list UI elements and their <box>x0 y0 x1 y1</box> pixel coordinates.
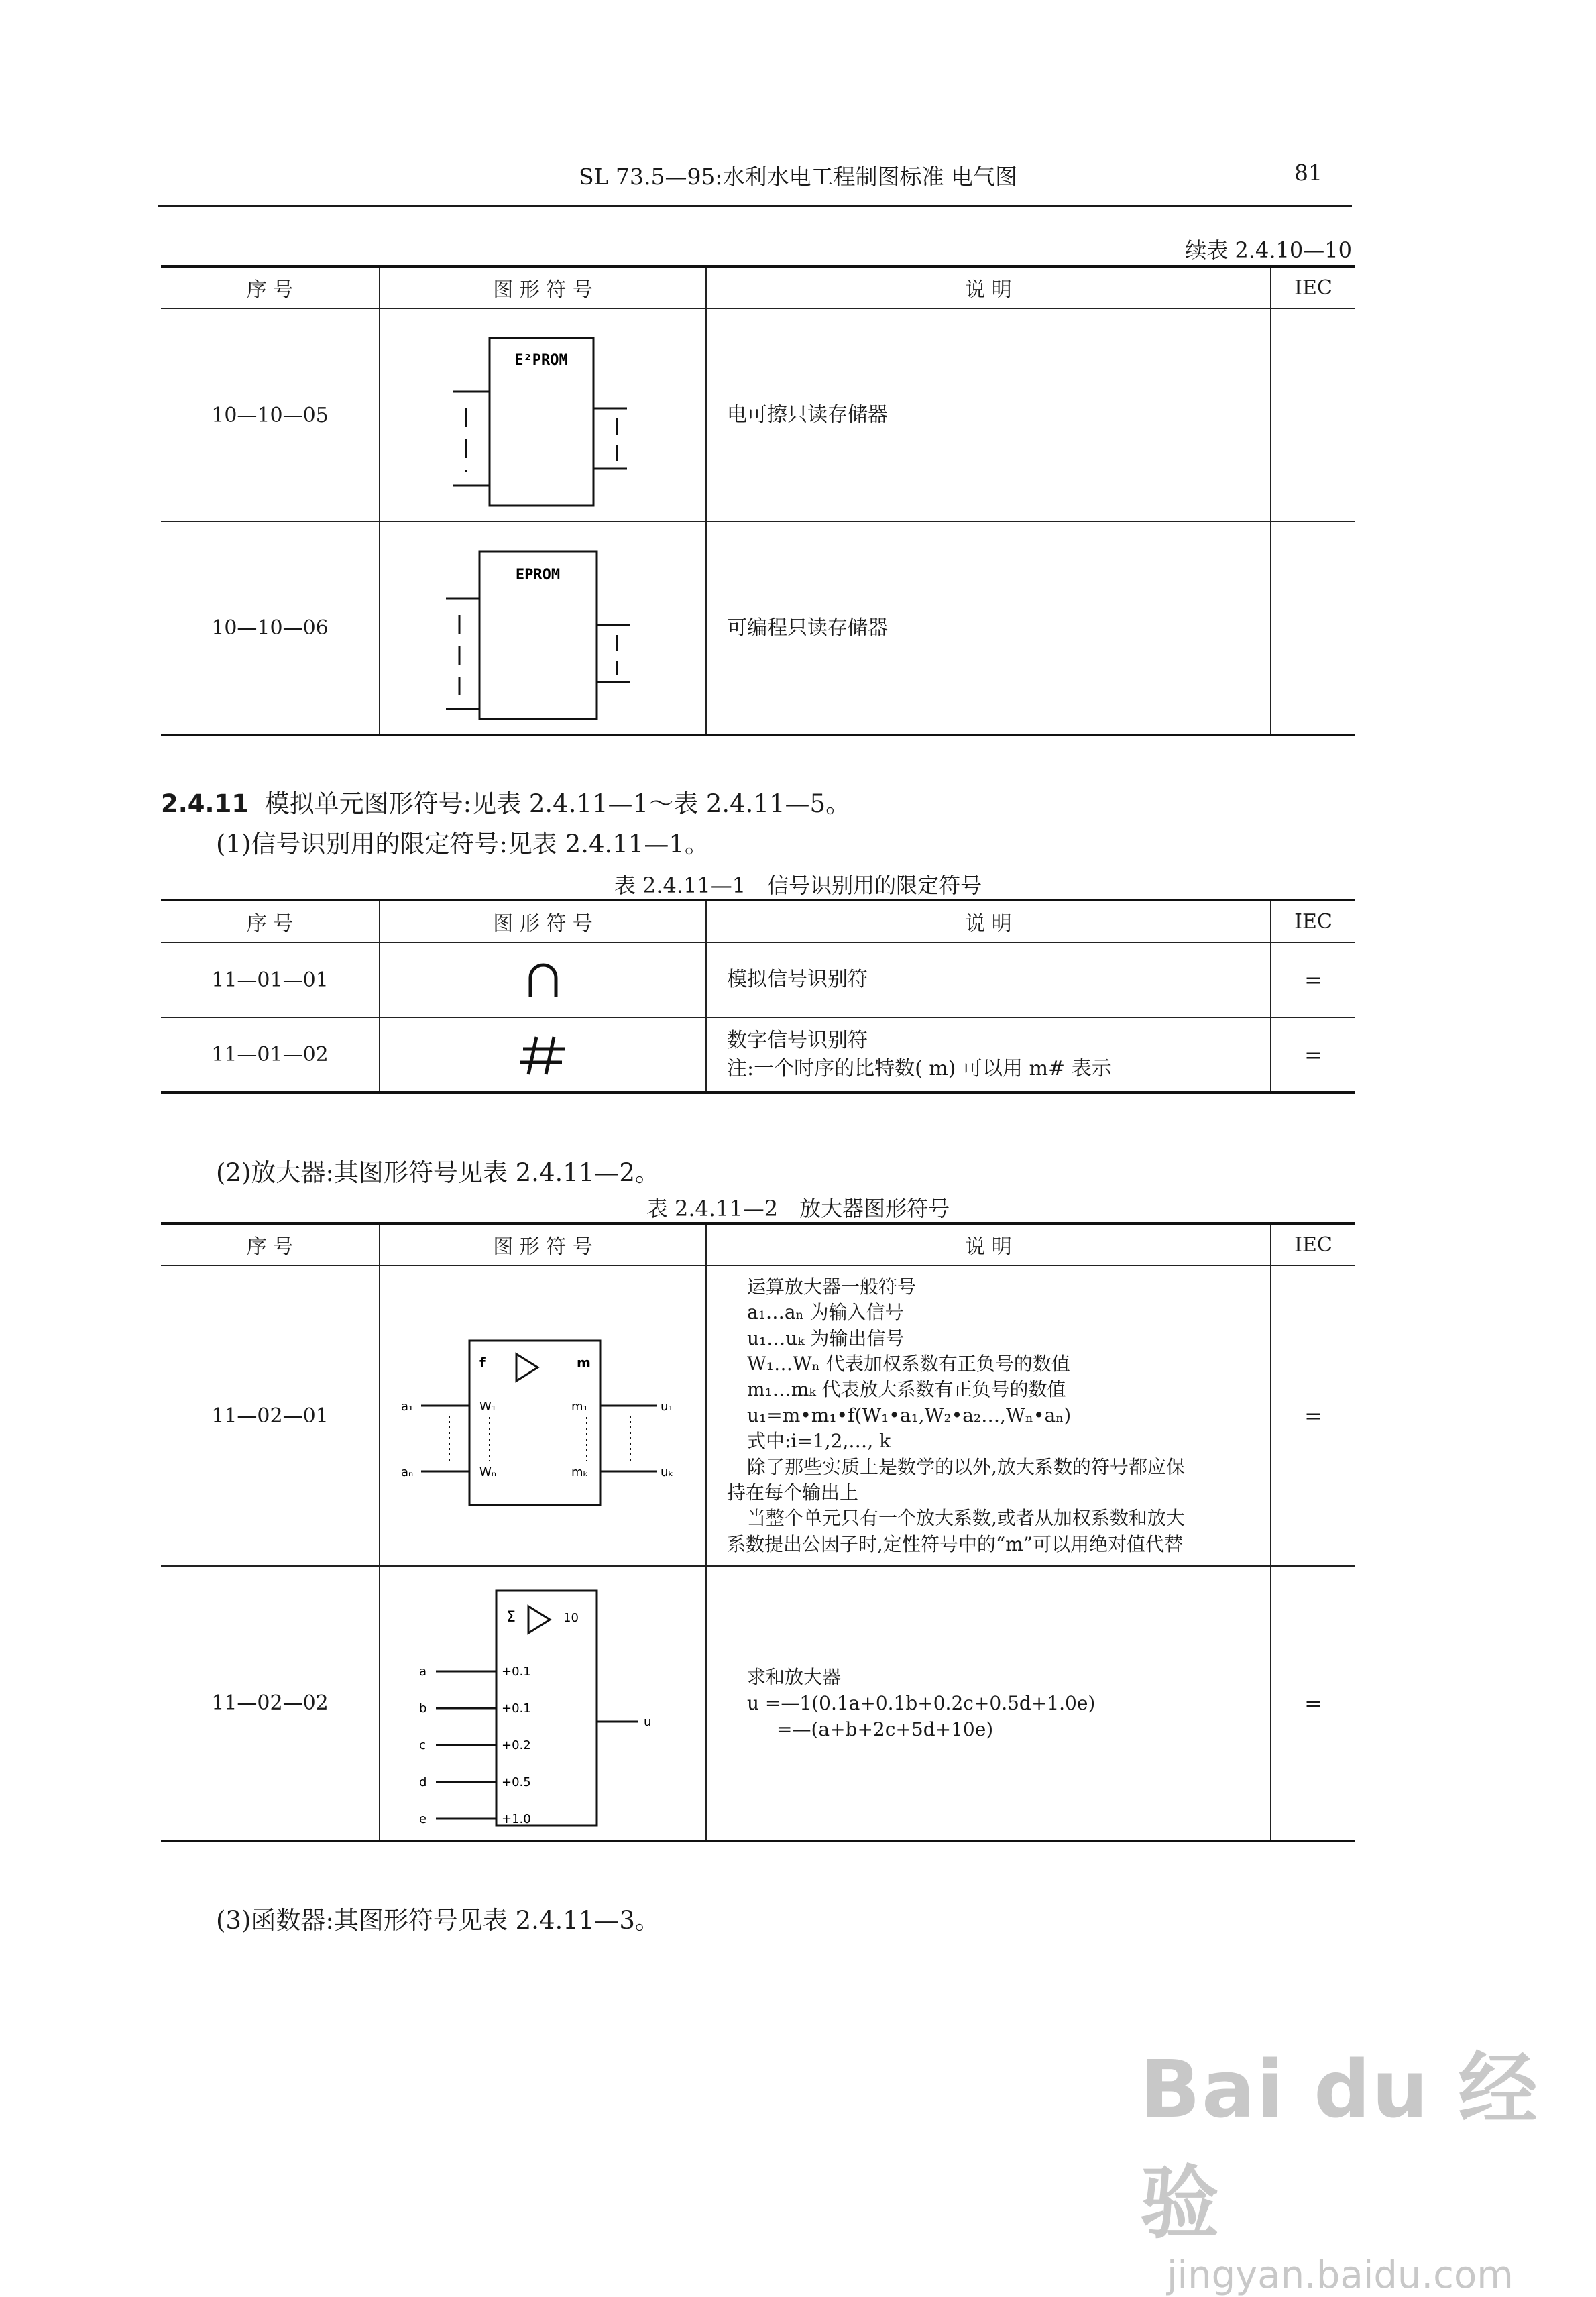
col-header-description: 说 明 <box>706 1223 1271 1266</box>
table1-caption: 表 2.4.11—1 信号识别用的限定符号 <box>614 873 982 898</box>
svg-text:f: f <box>479 1355 486 1371</box>
desc-line: W₁…Wₙ 代表加权系数有正负号的数值 <box>747 1353 1070 1376</box>
desc-line: m₁…mₖ 代表放大系数有正负号的数值 <box>747 1378 1066 1401</box>
desc-line: 除了那些实质上是数学的以外,放大系数的符号都应保 <box>747 1455 1185 1478</box>
svg-text:+0.2: +0.2 <box>501 1738 531 1752</box>
amplifier-triangle-icon <box>528 1606 550 1633</box>
svg-text:uₖ: uₖ <box>660 1465 673 1479</box>
desc-line: u₁…uₖ 为输出信号 <box>747 1327 905 1349</box>
svg-text:+0.5: +0.5 <box>501 1775 531 1789</box>
section-item-2: (2)放大器:其图形符号见表 2.4.11—2。 <box>216 1158 660 1187</box>
table-2-4-11-1 <box>161 899 1355 1094</box>
svg-text:m: m <box>576 1355 591 1371</box>
svg-text:m₁: m₁ <box>571 1400 588 1414</box>
section-item-1: (1)信号识别用的限定符号:见表 2.4.11—1。 <box>216 830 709 858</box>
col-header-number: 序 号 <box>161 266 380 309</box>
table-row <box>161 309 1355 522</box>
desc-line: =—(a+b+2c+5d+10e) <box>777 1718 994 1741</box>
row-description <box>706 1017 1271 1093</box>
svg-text:+0.1: +0.1 <box>501 1664 531 1679</box>
svg-text:+0.1: +0.1 <box>501 1701 531 1716</box>
svg-text:+1.0: +1.0 <box>501 1811 531 1826</box>
symbol-cell <box>380 1566 706 1841</box>
svg-text:u: u <box>643 1714 651 1729</box>
eprom-symbol <box>422 531 664 726</box>
row-number: 11—02—01 <box>161 1266 380 1566</box>
row-description-main: 数字信号识别符 <box>727 1028 868 1052</box>
col-header-iec: IEC <box>1271 900 1355 942</box>
desc-line: u₁=m•m₁•f(W₁•a₁,W₂•a₂…,Wₙ•aₙ) <box>747 1404 1072 1426</box>
eeprom-symbol <box>422 318 664 512</box>
svg-text:10: 10 <box>563 1610 579 1625</box>
svg-text:mₖ: mₖ <box>571 1465 588 1479</box>
table-row <box>161 1566 1355 1841</box>
desc-line: 式中:i=1,2,…, k <box>747 1430 891 1453</box>
svg-text:a₁: a₁ <box>400 1400 413 1414</box>
symbol-cell <box>380 309 706 522</box>
symbol-cell <box>380 1266 706 1566</box>
col-header-iec: IEC <box>1271 1223 1355 1266</box>
svg-text:c: c <box>418 1738 426 1752</box>
row-description: 模拟信号识别符 <box>706 942 1271 1017</box>
svg-text:u₁: u₁ <box>660 1400 673 1414</box>
col-header-iec: IEC <box>1271 266 1355 309</box>
table-row <box>161 1266 1355 1566</box>
svg-text:Σ: Σ <box>506 1608 516 1626</box>
table-2-4-11-2 <box>161 1222 1355 1842</box>
svg-text:W₁: W₁ <box>479 1400 496 1414</box>
running-header-title: SL 73.5—95:水利水电工程制图标准 电气图 <box>578 164 1018 190</box>
analog-signal-icon <box>520 956 567 1003</box>
row-description-note: 注:一个时序的比特数( m) 可以用 m# 表示 <box>727 1056 1112 1080</box>
row-number: 11—01—01 <box>161 942 380 1017</box>
row-description: 电可擦只读存储器 <box>706 309 1271 522</box>
svg-text:aₙ: aₙ <box>400 1465 413 1479</box>
baidu-watermark <box>1140 2025 1596 2297</box>
row-number: 10—10—06 <box>161 522 380 735</box>
table-continued <box>161 265 1355 736</box>
section-item-3: (3)函数器:其图形符号见表 2.4.11—3。 <box>216 1906 660 1935</box>
summing-amplifier-symbol <box>396 1576 691 1831</box>
section-text: 模拟单元图形符号:见表 2.4.11—1～表 2.4.11—5。 <box>264 789 851 818</box>
col-header-symbol: 图 形 符 号 <box>380 1223 706 1266</box>
row-description: 可编程只读存储器 <box>706 522 1271 735</box>
svg-text:d: d <box>418 1775 426 1789</box>
table-row <box>161 942 1355 1017</box>
watermark-url: jingyan.baidu.com <box>1167 2253 1514 2297</box>
watermark-brand: Bai du 经验 <box>1140 2043 1539 2249</box>
row-number: 11—01—02 <box>161 1017 380 1093</box>
page-number: 81 <box>1294 160 1322 186</box>
col-header-symbol: 图 形 符 号 <box>380 266 706 309</box>
row-number: 10—10—05 <box>161 309 380 522</box>
symbol-cell <box>380 522 706 735</box>
row-iec <box>1271 522 1355 735</box>
row-iec: = <box>1271 1266 1355 1566</box>
desc-line: 系数提出公因子时,定性符号中的“m”可以用绝对值代替 <box>727 1532 1184 1555</box>
operational-amplifier-symbol <box>396 1315 691 1516</box>
col-header-description: 说 明 <box>706 900 1271 942</box>
svg-text:a: a <box>418 1664 426 1679</box>
symbol-cell <box>380 942 706 1017</box>
row-iec: = <box>1271 942 1355 1017</box>
row-iec <box>1271 309 1355 522</box>
row-description <box>706 1566 1271 1841</box>
svg-text:e: e <box>418 1811 426 1826</box>
row-iec: = <box>1271 1566 1355 1841</box>
digital-signal-icon <box>516 1031 570 1078</box>
svg-text:b: b <box>418 1701 426 1716</box>
section-number: 2.4.11 <box>161 789 249 818</box>
col-header-number: 序 号 <box>161 900 380 942</box>
desc-line: a₁…aₙ 为输入信号 <box>747 1301 904 1324</box>
col-header-symbol: 图 形 符 号 <box>380 900 706 942</box>
table2-caption: 表 2.4.11—2 放大器图形符号 <box>646 1196 950 1221</box>
row-iec: = <box>1271 1017 1355 1093</box>
desc-line: 当整个单元只有一个放大系数,或者从加权系数和放大 <box>747 1507 1185 1530</box>
symbol-cell <box>380 1017 706 1093</box>
svg-text:Wₙ: Wₙ <box>479 1465 496 1479</box>
table-row <box>161 522 1355 735</box>
col-header-number: 序 号 <box>161 1223 380 1266</box>
col-header-description: 说 明 <box>706 266 1271 309</box>
table-cont-caption: 续表 2.4.10—10 <box>1185 237 1352 263</box>
header-rule <box>158 205 1352 207</box>
eeprom-label: E²PROM <box>514 352 568 369</box>
eprom-label: EPROM <box>515 566 560 583</box>
section-heading <box>161 783 850 820</box>
table-row <box>161 1017 1355 1093</box>
desc-line: u =—1(0.1a+0.1b+0.2c+0.5d+1.0e) <box>747 1691 1096 1714</box>
row-description <box>706 1266 1271 1566</box>
desc-line: 运算放大器一般符号 <box>747 1276 917 1298</box>
desc-line: 求和放大器 <box>747 1665 842 1688</box>
row-number: 11—02—02 <box>161 1566 380 1841</box>
desc-line: 持在每个输出上 <box>727 1481 859 1504</box>
amplifier-triangle-icon <box>516 1354 538 1381</box>
